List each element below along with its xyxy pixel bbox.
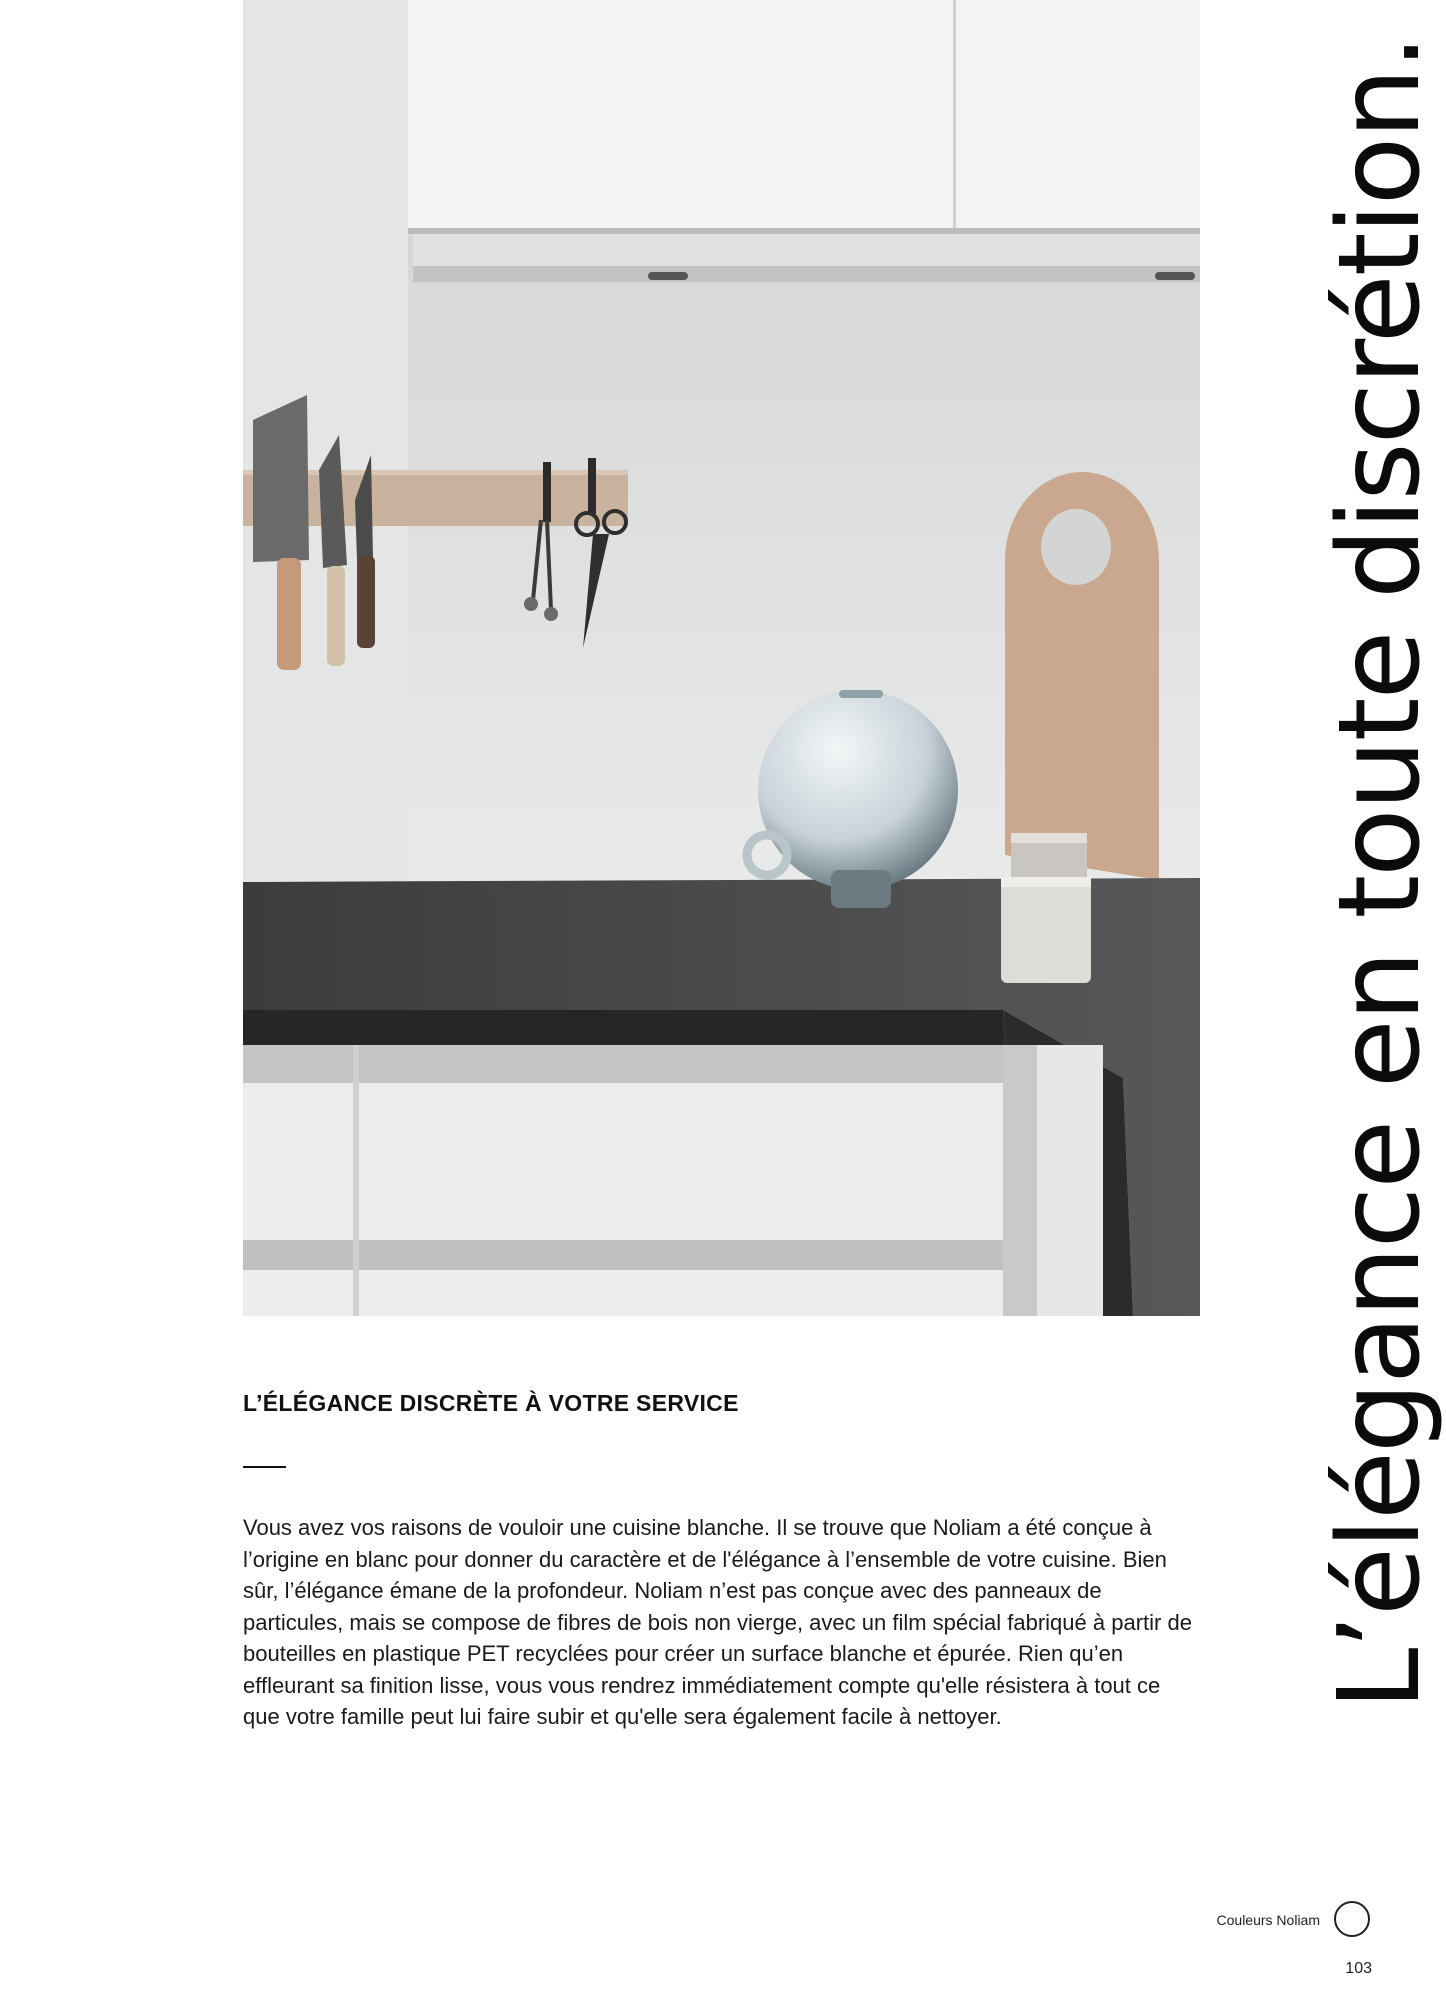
kitchen-photo	[243, 0, 1200, 1316]
heading-rule	[243, 1466, 286, 1468]
section-heading: L’ÉLÉGANCE DISCRÈTE À VOTRE SERVICE	[243, 1390, 739, 1416]
footer-label: Couleurs Noliam	[1216, 1912, 1320, 1928]
vertical-title-text: L’élégance en toute discrétion.	[1315, 36, 1445, 1710]
circle-icon	[1334, 1901, 1370, 1937]
body-paragraph: Vous avez vos raisons de vouloir une cuisine blanche. Il se trouve que Noliam a été conçue à l’origine en blanc pour donner du caractère et de l'élégance à l’ensemble de votre cuisine. Bien sûr, l’élégance émane de la profondeur. Noliam n’est pas conçue avec des panneaux de particules, mais se compose de fibres de bois non vierge, avec un film spécial fabriqué à partir de bouteilles en plastique PET recyclées pour créer un surface blanche et épurée. Rien qu’en effleurant sa finition lisse, vous vous rendrez immédiatement compte qu'elle résistera à tout ce que votre famille peut lui faire subir et qu'elle sera également facile à nettoyer.	[243, 1515, 1192, 1729]
page-number: 103	[1345, 1960, 1372, 1977]
